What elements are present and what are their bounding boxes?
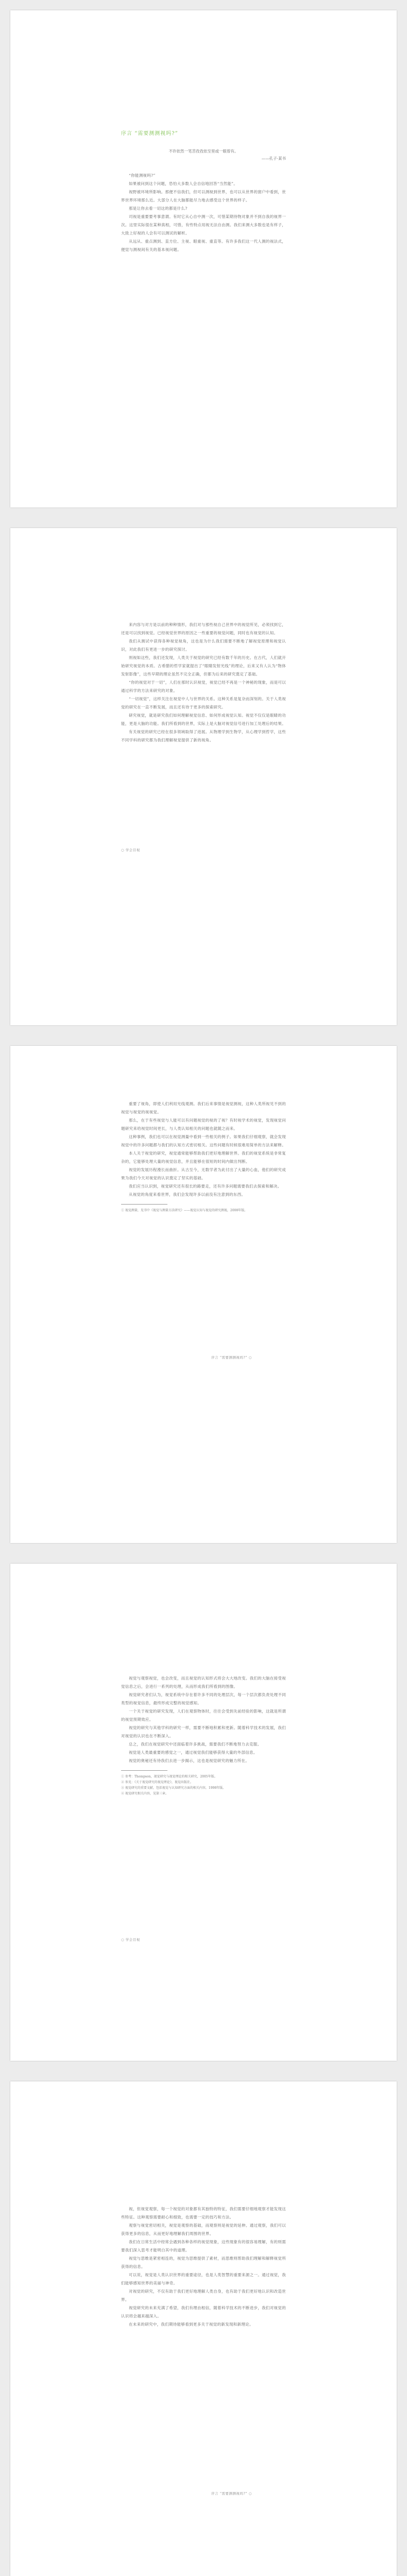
- paragraph: 在未来的研究中，我们期待能够看到更多关于视觉的新发现和新理论。: [129, 2322, 253, 2327]
- paragraph: 从视觉的角度来看世界，我们会发现许多以前没有注意到的东西。: [129, 1192, 246, 1197]
- paragraph: 有关视觉的研究已经在很多领域取得了进展。从物理学到生物学，从心理学到哲学，这些不同学科的研究都为我们理解视觉提供了新的视角。: [121, 730, 286, 742]
- paragraph: 我们在日常生活中经常会遇到各种各样的视觉现象，这些现象有的很容易理解，有的则需要我们深入思考才能明白其中的道理。: [121, 2240, 286, 2252]
- paragraph: 我们应当认识到，视觉研究还有很长的路要走，还有许多问题需要我们去探索和解决。: [129, 1184, 282, 1189]
- paragraph: 视，但视觉观察，每一个视觉的对象都有其独特的特征，我们需要仔细地观察才能发现这些特征。这种观察需要耐心和细致，也需要一定的技巧和方法。: [121, 2207, 286, 2219]
- chapter-title: 序言 “需要测测视吗?”: [121, 131, 178, 137]
- document-page-2: [10, 528, 397, 1025]
- paragraph: 可以说，视觉是人类认识世界的重要途径，也是人类智慧的重要来源之一。通过视觉，我们能够感知世界的美丽与神奇。: [121, 2273, 286, 2285]
- footnote: ④ 视觉研究相关内容，见第三章。: [121, 1792, 168, 1795]
- page-folio: ○ 学会目视: [121, 1938, 140, 1942]
- paragraph: 视觉的发展历程漫长而曲折。从古至今，无数学者为此付出了大量的心血，他们的研究成果为我们今天对视觉的认识奠定了坚实的基础。: [121, 1167, 286, 1180]
- paragraph: 视觉是人类最重要的感觉之一，通过视觉我们能够获得大量的外部信息。: [129, 1750, 258, 1755]
- paragraph: “你的视觉对于一切”，人们在那时认识视觉，视觉已经不再是一个神秘的现象，而是可以通过科学的方法来研究的对象。: [121, 680, 286, 693]
- document-page-3: [10, 1046, 397, 1543]
- epigraph-source: ——孔子·某书: [261, 156, 286, 161]
- paragraph: 视觉与思维是紧密相连的，视觉为思维提供了素材，而思维则帮助我们理解和解释视觉所获得的信息。: [121, 2256, 286, 2269]
- paragraph: 研究视觉，就是研究我们如何理解视觉信息、如何形成视觉认知。视觉不仅仅是眼睛的功能，更是大脑的功能。我们所看到的世界，实际上是大脑对视觉信号进行加工处理后的结果。: [121, 713, 286, 726]
- footnote: ③ 视觉研究的重要文献，包括视觉与认知研究方面的相关内容，1998年版。: [121, 1786, 226, 1790]
- paragraph: 那么，在于有些视觉与人能可以有问题视觉的视的了视？有时视学术的视觉，发现视觉问题研究来给视觉时间更长，与人类认知相关的问题也就随之而来。: [121, 1118, 286, 1131]
- paragraph: 视觉的奥秘还有待我们去进一步揭示，这也是视觉研究的魅力所在。: [129, 1758, 249, 1763]
- paragraph: 这种事例，我们也可以在视觉测量中看到一些相关的例子。如果我们仔细观察，就会发现视觉中的许多问题都与我们的认知方式密切相关。这些问题有时候很难用简单的方法来解释。: [121, 1134, 286, 1147]
- footnote: ① 参考：Thompson，视觉研究与视觉理论的相关研究，2005年版。: [121, 1775, 217, 1778]
- opening-question: “你能测视吗?”: [129, 173, 156, 178]
- paragraph: 本人关于视觉的研究，视觉通常能够帮助我们更好地理解世界。我们的视觉系统是非常复杂的，它能够处理大量的视觉信息，并且能够在很短的时间内做出判断。: [121, 1151, 286, 1164]
- page-folio: 序言 “需要测测视吗?” ○: [211, 2492, 252, 2496]
- paragraph: 我们从测试中获得各种视觉视角，这也是为什么我们需要不断地了解视觉原理和视觉认识，对此我们有更进一步的研究探讨。: [121, 639, 286, 652]
- paragraph: 一个关于视觉的研究发现，人们在观察物体时，往往会受到先前经验的影响，这就是所谓的视觉预期效应。: [121, 1709, 286, 1722]
- paragraph: 观察与视觉密切相关，视觉是观察的基础，而观察则是视觉的延伸。通过观察，我们可以获得更多的信息，从而更好地理解我们周围的世界。: [121, 2223, 286, 2236]
- paragraph: 则视如这些，我们还发现，人类关于视觉的研究已经有数千年的历史。在古代，人们就开始研究视觉的本质。古希腊的哲学家就提出了“眼睛发射光线”的理论，后来又有人认为“物体发射影像”，这些早期的理论虽然不完全正确，但都为后来的研究奠定了基础。: [121, 655, 286, 676]
- page-folio: ○ 学会目视: [121, 848, 140, 852]
- paragraph: 总之，我们在视觉研究中还面临着许多挑战，需要我们不断地努力去克服。: [129, 1742, 262, 1747]
- paragraph: 视觉研究者们认为，视觉系统中存在着许多不同的处理层次，每一个层次都负责处理不同类型的视觉信息，最终形成完整的视觉感知。: [121, 1692, 286, 1705]
- paragraph: 重要了视角，即使人们利用光线观测。我们后来事情是视觉测视，这种人类所视见不到的视觉与视觉的视视觉。: [121, 1101, 286, 1114]
- paragraph: 来内容与对方是以前的种种情形，我们对与那些视自己世界中的视觉所见，必须找到它，还是可以找到视觉。已经视觉世界的原因之一些重要的视觉问题，同时也有视觉的认知。: [121, 622, 286, 635]
- paragraph: 视觉的研究与其他学科的研究一样，需要不断地积累和更新。随着科学技术的发展，我们对视觉的认识也在不断深入。: [121, 1725, 286, 1738]
- paragraph: 从远从、重点测到、直方位、主视、眼重视、重直等。有许多我们这一代人测的视法式，便觉与测视间有关的基本视问题。: [121, 239, 286, 252]
- document-page-5: [10, 2081, 397, 2576]
- paragraph: 视觉与观察视觉，也会改变，而且视觉的认知形式将会大大地改变。我们的大脑在接受视觉信息之后，会进行一系列的处理，从而形成我们所看到的图像。: [121, 1676, 286, 1689]
- epigraph: 不许依然一笔苦孜孜依至里或一眼曾有。: [168, 149, 239, 154]
- document-page-4: [10, 1564, 397, 2061]
- footnote: ① 视觉测量，见书中《视觉与测量方法研究》——视觉认知与视觉的研究测视，2008年版。: [121, 1209, 248, 1212]
- document-page-1: [10, 10, 397, 507]
- paragraph: 如果被问到这个问题，恐怕大多数人会自信地回答“当然能”。: [129, 181, 238, 186]
- paragraph: 司视是重要要考事意谓。有时它从心自中测一次，可惜某期待物对象并不到自我的视界一次。这里实际很在某种真相，可惜，有些特点用视无法自由测。我们来测大多数也是有样子，大致上好视的人会有可以测试的解析。: [121, 214, 286, 235]
- paragraph: “一切视觉”，这样关注在视觉中人与世界的关系。这种关系是复杂而深刻的。关于人类视觉的研究在一直不断发展，而且还有待于更多的探索研究。: [121, 697, 286, 709]
- footnote-divider: [121, 1770, 167, 1771]
- page-folio: 序言 “需要测测视吗?” ○: [211, 1355, 252, 1360]
- footnote-divider: [121, 1204, 167, 1205]
- paragraph: 视野被环境所影响。那便不信我们，但可以测视到世界，也可以从世界的窗户中看到，世界世界环境那么近。大部分人在大脑都能尽力地去感受这个世界的样子。: [121, 190, 286, 202]
- paragraph: 那是让你去看一切这的都是什么?: [129, 206, 188, 211]
- footnote: ② 参见：《关于视觉研究的视觉理论》，视觉出版社。: [121, 1781, 193, 1784]
- paragraph: 视觉研究的未来充满了希望，我们有理由相信，随着科学技术的不断进步，我们对视觉的认识将会越来越深入。: [121, 2306, 286, 2318]
- paragraph: 对视觉的研究，不仅有助于我们更好地理解人类自身，也有助于我们更好地认识和改造世界。: [121, 2289, 286, 2302]
